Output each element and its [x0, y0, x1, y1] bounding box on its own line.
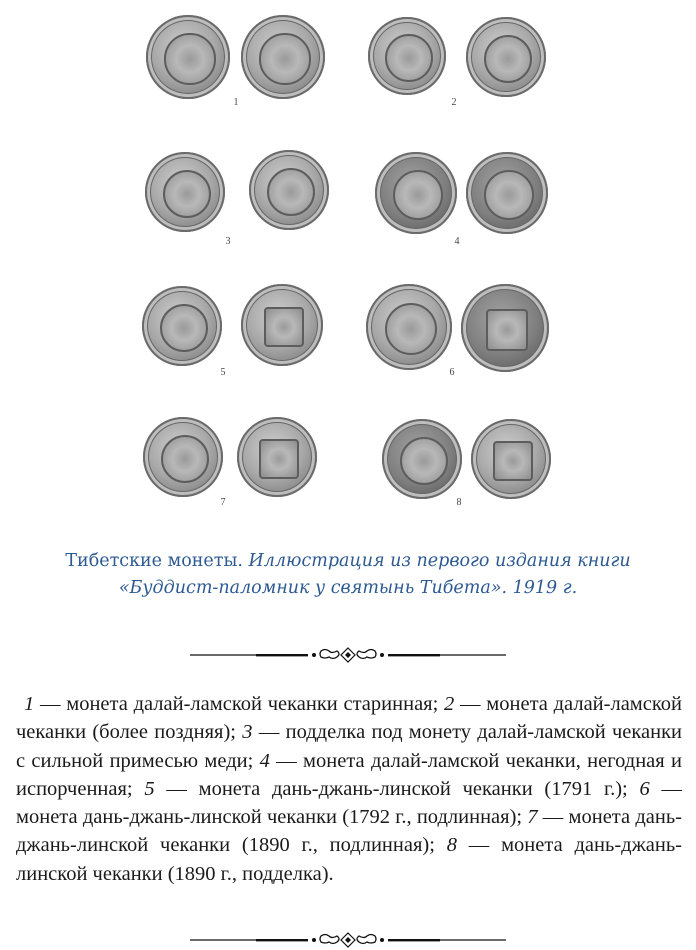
caption-year: . 1919 г.	[501, 578, 578, 598]
coin-number-label: 8	[456, 497, 462, 508]
legend-description: — монета далай-ламской чеканки (более поздняя);	[16, 693, 683, 744]
ornamental-divider-bottom	[190, 932, 506, 948]
coin-number-label: 4	[454, 236, 460, 247]
ornamental-divider-top	[190, 647, 506, 663]
legend-description: — монета далай-ламской чеканки старинная;	[34, 693, 445, 715]
coin-7-obverse	[143, 417, 223, 497]
coin-2-obverse	[368, 17, 446, 95]
coin-number-label: 6	[449, 367, 455, 378]
legend-number: 8	[446, 834, 457, 857]
coin-number-label: 5	[220, 367, 226, 378]
illustration-caption	[0, 548, 696, 602]
coin-3-reverse	[249, 150, 329, 230]
coin-6-reverse	[461, 284, 549, 372]
coin-1-obverse	[146, 15, 230, 99]
legend-description: — монета дань-джань-линской чеканки (1791 г.);	[154, 777, 640, 800]
coin-7-reverse	[237, 417, 317, 497]
coin-1-reverse	[241, 15, 325, 99]
coin-legend-paragraph	[16, 690, 682, 888]
legend-number: 2	[444, 693, 455, 715]
coin-6-obverse	[366, 284, 452, 370]
coin-4-reverse	[466, 152, 548, 234]
coin-2-reverse	[466, 17, 546, 97]
coin-8-obverse	[382, 419, 462, 499]
legend-description: — монета дань-джань-линской чеканки (1792 г., подлинная);	[16, 777, 683, 829]
legend-description: — подделка под монету далай-ламской чеканки с сильной примесью меди;	[16, 721, 683, 772]
coin-number-label: 7	[220, 497, 226, 508]
legend-number: 6	[639, 777, 650, 800]
coin-number-label: 1	[233, 97, 239, 108]
coin-4-obverse	[375, 152, 457, 234]
caption-description: Иллюстрация из первого издания книги	[242, 551, 631, 571]
coin-number-label: 2	[451, 97, 457, 108]
legend-description: — монета дань-джань-линской чеканки (1890 г., подделка).	[16, 834, 682, 885]
legend-number: 5	[144, 777, 155, 800]
legend-number: 4	[259, 749, 270, 772]
coin-5-obverse	[142, 286, 222, 366]
coin-5-reverse	[241, 284, 323, 366]
legend-description: — монета дань-джань-линской чеканки (1890 г., подлинная);	[16, 806, 682, 857]
coin-number-label: 3	[225, 236, 231, 247]
coin-8-reverse	[471, 419, 551, 499]
legend-number: 1	[24, 693, 35, 715]
caption-book-title: «Буддист-паломник у святынь Тибета»	[118, 578, 502, 598]
coin-3-obverse	[145, 152, 225, 232]
legend-description: — монета далай-ламской чеканки, негодная и испорченная;	[16, 749, 683, 800]
legend-number: 7	[527, 806, 538, 829]
legend-number: 3	[242, 721, 253, 744]
caption-title: Тибетские монеты.	[65, 551, 243, 571]
